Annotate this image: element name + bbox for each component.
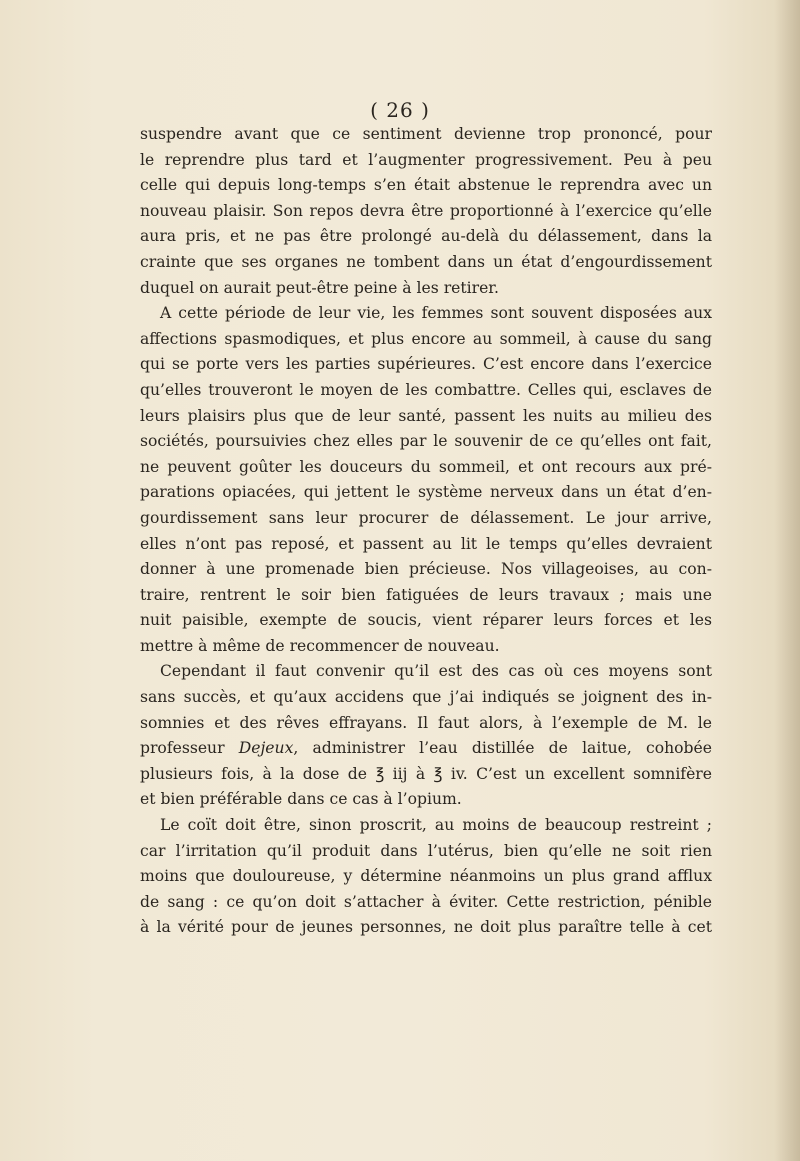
text-line: mettre à même de recommencer de nouveau.: [140, 636, 500, 655]
text-line: somnies et des rêves effrayans. Il faut alors, à l’exemple de M. le: [140, 713, 712, 732]
paragraph-1: [140, 122, 712, 301]
body-text: [140, 122, 712, 941]
text-line: plusieurs fois, à la dose de ℥ iij à ℥ iv. C’est un excellent somnifère: [140, 764, 712, 783]
text-line: duquel on aurait peut-être peine à les retirer.: [140, 278, 500, 297]
text-line: sociétés, poursuivies chez elles par le souvenir de ce qu’elles ont fait,: [140, 432, 712, 451]
text-line: de sang : ce qu’on doit s’attacher à éviter. Cette restriction, pénible: [140, 892, 712, 911]
text-line: A cette période de leur vie, les femmes sont souvent disposées aux: [160, 304, 712, 323]
text-line: gourdissement sans leur procurer de délassement. Le jour arrive,: [140, 508, 712, 527]
text-line-with-italic: professeur Dejeux, administrer l’eau distillée de laitue, cohobée: [140, 739, 712, 758]
text-line: et bien préférable dans ce cas à l’opium.: [140, 790, 462, 809]
text-line: qui se porte vers les parties supérieures. C’est encore dans l’exercice: [140, 355, 712, 374]
text-line: à la vérité pour de jeunes personnes, ne doit plus paraître telle à cet: [140, 918, 712, 937]
italic-name: Dejeux: [238, 739, 294, 758]
text-line: elles n’ont pas reposé, et passent au lit le temps qu’elles devraient: [140, 534, 712, 553]
text-line: Le coït doit être, sinon proscrit, au moins de beaucoup restreint ;: [160, 816, 712, 835]
text-line: leurs plaisirs plus que de leur santé, passent les nuits au milieu des: [140, 406, 712, 425]
text-line: qu’elles trouveront le moyen de les combattre. Celles qui, esclaves de: [140, 380, 712, 399]
text-line: celle qui depuis long-temps s’en était abstenue le reprendra avec un: [140, 176, 712, 195]
text-line: parations opiacées, qui jettent le système nerveux dans un état d’en-: [140, 483, 712, 502]
paragraph-4: [140, 813, 712, 941]
text-line: donner à une promenade bien précieuse. Nos villageoises, au con-: [140, 560, 712, 579]
text-line: Cependant il faut convenir qu’il est des cas où ces moyens sont: [160, 662, 712, 681]
text-line: nuit paisible, exempte de soucis, vient réparer leurs forces et les: [140, 611, 712, 630]
text-line: traire, rentrent le soir bien fatiguées de leurs travaux ; mais une: [140, 585, 712, 604]
text-line: sans succès, et qu’aux accidens que j’ai indiqués se joignent des in-: [140, 688, 712, 707]
paragraph-3: [140, 659, 712, 813]
text-line: aura pris, et ne pas être prolongé au-delà du délassement, dans la: [140, 227, 712, 246]
text-line: moins que douloureuse, y détermine néanmoins un plus grand afflux: [140, 867, 712, 886]
text-line: suspendre avant que ce sentiment devienne trop prononcé, pour: [140, 125, 712, 143]
text-line: ne peuvent goûter les douceurs du sommeil, et ont recours aux pré-: [140, 457, 712, 476]
text-line: car l’irritation qu’il produit dans l’utérus, bien qu’elle ne soit rien: [140, 841, 712, 860]
text-line: le reprendre plus tard et l’augmenter progressivement. Peu à peu: [140, 150, 712, 169]
text-line: nouveau plaisir. Son repos devra être proportionné à l’exercice qu’elle: [140, 201, 712, 220]
text-line: affections spasmodiques, et plus encore au sommeil, à cause du sang: [140, 329, 712, 348]
page-edge-shadow: [774, 0, 800, 1161]
text-line: crainte que ses organes ne tombent dans un état d’engourdissement: [140, 252, 712, 271]
paragraph-2: [140, 301, 712, 659]
page-number: ( 26 ): [370, 98, 430, 122]
